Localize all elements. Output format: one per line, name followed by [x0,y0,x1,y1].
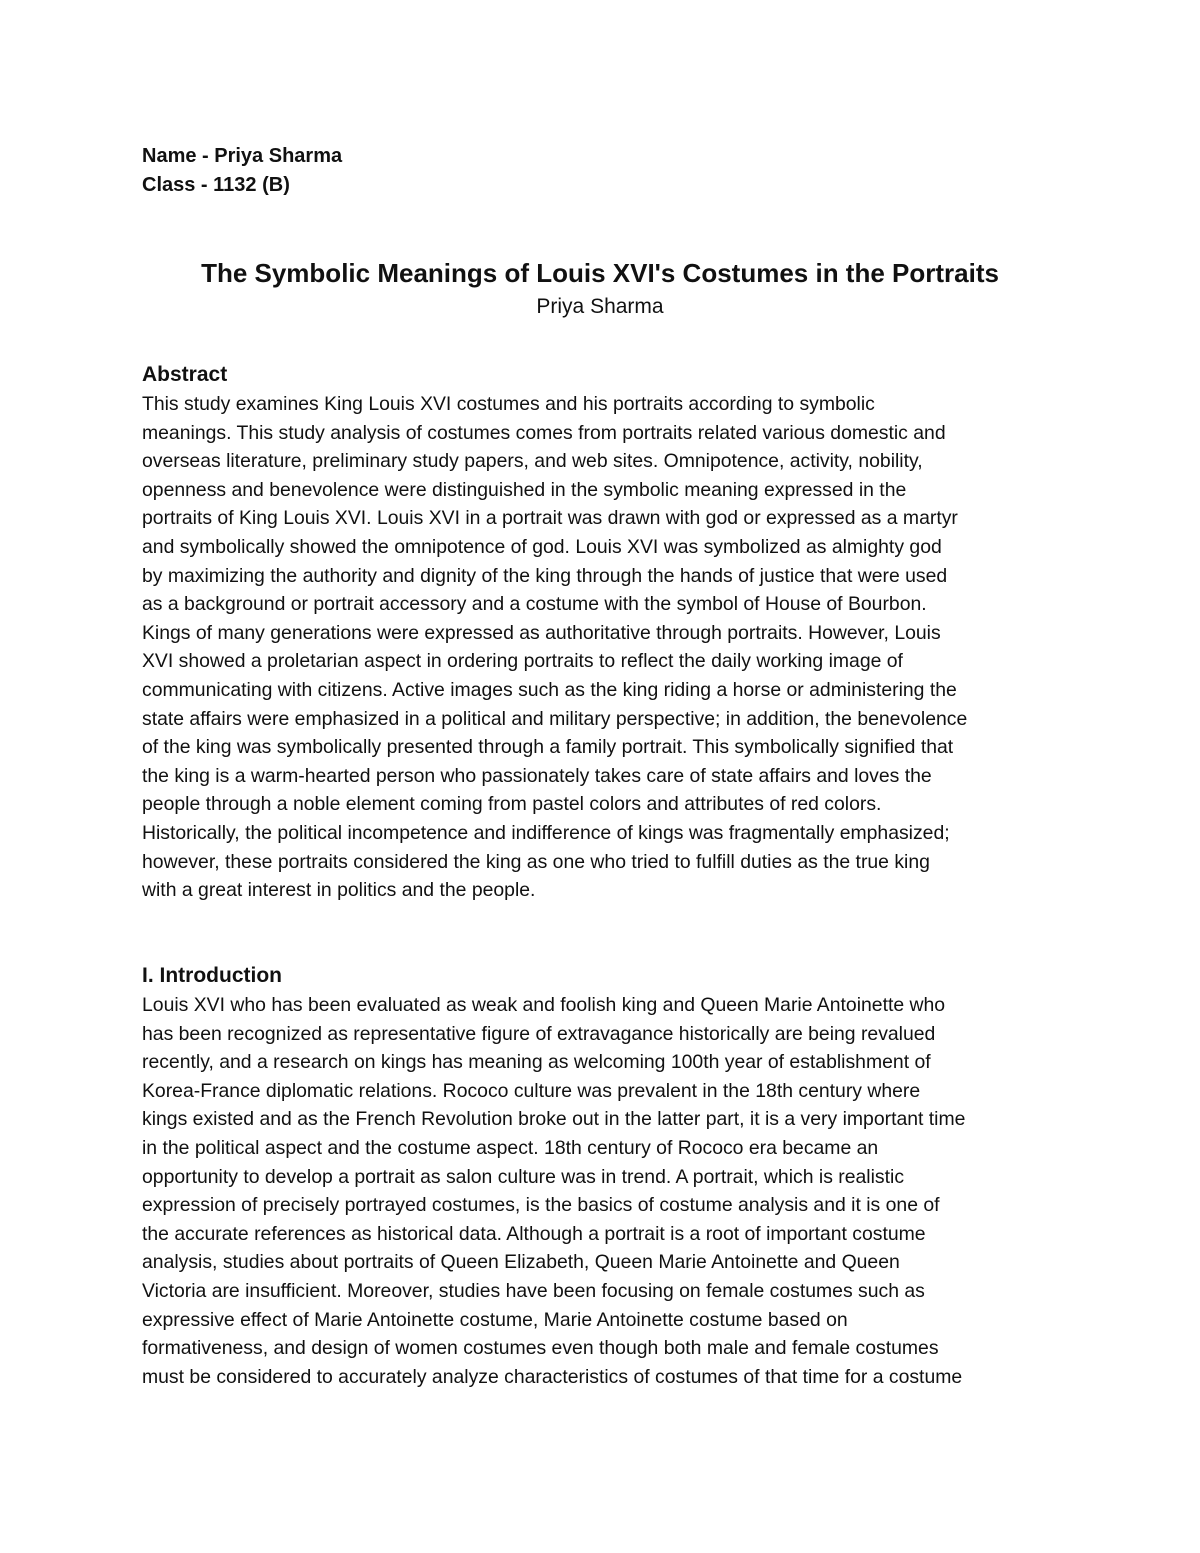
abstract-section [142,360,1072,905]
abstract-line: This study examines King Louis XVI costumes and his portraits according to symbolic [142,393,875,415]
introduction-line: Victoria are insufficient. Moreover, studies have been focusing on female costumes such as [142,1279,925,1302]
abstract-line: meanings. This study analysis of costumes comes from portraits related various domestic and [142,421,946,444]
introduction-section [142,961,1072,1391]
introduction-heading: I. Introduction [142,964,282,987]
abstract-line: state affairs were emphasized in a political and military perspective; in addition, the benevolence [142,707,968,730]
abstract-line: portraits of King Louis XVI. Louis XVI in a portrait was drawn with god or expressed as a martyr [142,507,958,530]
introduction-line: has been recognized as representative figure of extravagance historically are being revalued [142,1022,936,1045]
introduction-line: Louis XVI who has been evaluated as weak and foolish king and Queen Marie Antoinette who [142,994,946,1016]
abstract-line: with a great interest in politics and the people. [142,879,536,902]
abstract-heading: Abstract [142,363,228,386]
abstract-line: and symbolically showed the omnipotence of god. Louis XVI was symbolized as almighty god [142,535,942,558]
abstract-line: XVI showed a proletarian aspect in ordering portraits to reflect the daily working image of [142,650,903,673]
abstract-line: the king is a warm-hearted person who passionately takes care of state affairs and loves the [142,764,932,787]
abstract-line: of the king was symbolically presented through a family portrait. This symbolically signified that [142,736,954,759]
abstract-line: as a background or portrait accessory and a costume with the symbol of House of Bourbon. [142,593,927,616]
abstract-line: communicating with citizens. Active images such as the king riding a horse or administering the [142,678,957,701]
abstract-line: overseas literature, preliminary study papers, and web sites. Omnipotence, activity, nobility, [142,450,923,473]
introduction-line: must be considered to accurately analyze characteristics of costumes of that time for a costume [142,1365,963,1388]
abstract-body [142,390,1072,905]
paper-author: Priya Sharma [536,295,664,318]
introduction-line: recently, and a research on kings has meaning as welcoming 100th year of establishment of [142,1051,931,1074]
student-class: Class - 1132 (B) [142,174,290,196]
title-block [0,256,1200,322]
introduction-line: formativeness, and design of women costumes even though both male and female costumes [142,1337,939,1360]
introduction-line: Korea-France diplomatic relations. Rococo culture was prevalent in the 18th century where [142,1079,921,1102]
introduction-body [142,991,1072,1391]
abstract-line: people through a noble element coming from pastel colors and attributes of red colors. [142,793,882,816]
abstract-line: Historically, the political incompetence and indifference of kings was fragmentally emphasized; [142,821,950,844]
introduction-line: expression of precisely portrayed costumes, is the basics of costume analysis and it is one of [142,1194,940,1217]
introduction-line: the accurate references as historical data. Although a portrait is a root of important costume [142,1222,926,1245]
introduction-line: expressive effect of Marie Antoinette costume, Marie Antoinette costume based on [142,1308,848,1331]
abstract-line: however, these portraits considered the king as one who tried to fulfill duties as the true king [142,850,930,873]
introduction-line: in the political aspect and the costume aspect. 18th century of Rococo era became an [142,1136,879,1159]
abstract-line: Kings of many generations were expressed as authoritative through portraits. However, Louis [142,621,941,644]
abstract-line: openness and benevolence were distinguished in the symbolic meaning expressed in the [142,478,907,501]
abstract-line: by maximizing the authority and dignity of the king through the hands of justice that were used [142,564,948,587]
introduction-line: kings existed and as the French Revolution broke out in the latter part, it is a very important time [142,1108,966,1131]
student-name: Name - Priya Sharma [142,145,343,167]
introduction-line: opportunity to develop a portrait as salon culture was in trend. A portrait, which is realistic [142,1165,905,1188]
paper-title: The Symbolic Meanings of Louis XVI's Costumes in the Portraits [201,258,999,288]
student-info [142,142,342,200]
introduction-line: analysis, studies about portraits of Queen Elizabeth, Queen Marie Antoinette and Queen [142,1251,900,1274]
